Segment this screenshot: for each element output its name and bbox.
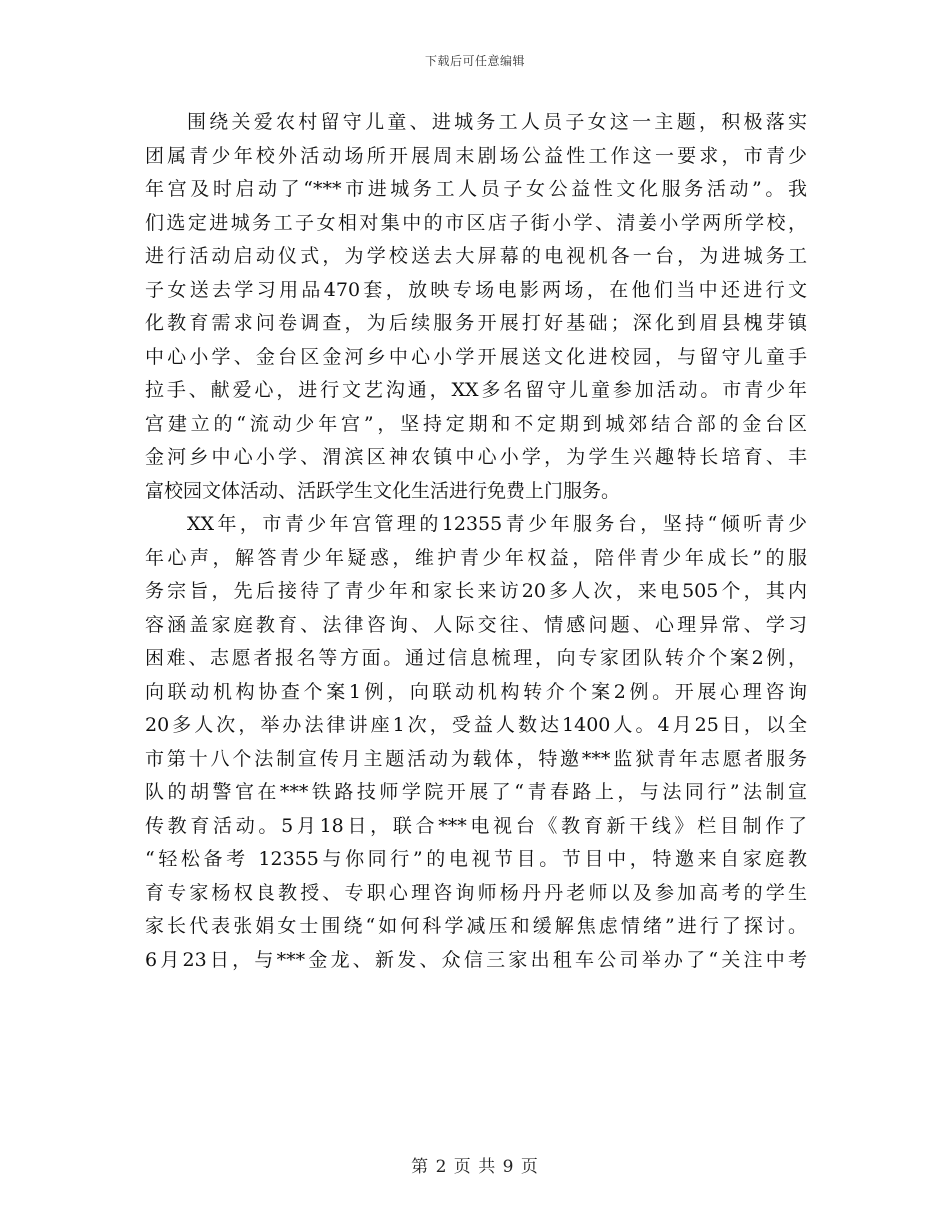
paragraph-1-line-12: 富校园文体活动、活跃学生文化生活进行免费上门服务。 — [145, 479, 621, 502]
paragraph-2-line-10: 传教育活动。5月18日，联合***电视台《教育新干线》栏目制作了 — [145, 814, 807, 837]
paragraph-2-line-8: 市第十八个法制宣传月主题活动为载体，特邀***监狱青年志愿者服务 — [145, 747, 807, 770]
paragraph-2-line-3: 务宗旨，先后接待了青少年和家长来访20多人次，来电505个，其内 — [145, 580, 807, 602]
paragraph-1-line-7: 化教育需求问卷调查，为后续服务开展打好基础；深化到眉县槐芽镇 — [145, 312, 807, 334]
paragraph-1-line-8: 中心小学、金台区金河乡中心小学开展送文化进校园，与留守儿童手 — [145, 345, 807, 368]
paragraph-2-line-12: 育专家杨权良教授、专职心理咨询师杨丹丹老师以及参加高考的学生 — [145, 881, 807, 904]
paragraph-1-line-9: 拉手、献爱心，进行文艺沟通，XX多名留守儿童参加活动。市青少年 — [145, 379, 807, 401]
paragraph-1-line-4: 们选定进城务工子女相对集中的市区店子街小学、清姜小学两所学校， — [145, 211, 807, 234]
paragraph-2-line-11: “轻松备考 12355与你同行”的电视节目。节目中，特邀来自家庭教 — [145, 848, 807, 870]
paragraph-1-line-11: 金河乡中心小学、渭滨区神农镇中心小学，为学生兴趣特长培育、丰 — [145, 446, 807, 468]
paragraph-1-line-5: 进行活动启动仪式，为学校送去大屏幕的电视机各一台，为进城务工 — [145, 245, 807, 267]
document-body — [145, 106, 807, 977]
page-header-note: 下载后可任意编辑 — [424, 54, 525, 68]
paragraph-2-line-14: 6月23日，与***金龙、新发、众信三家出租车公司举办了“关注中考 — [145, 948, 807, 971]
paragraph-2-line-7: 20多人次，举办法律讲座1次，受益人数达1400人。4月25日，以全 — [145, 714, 807, 736]
paragraph-2-line-6: 向联动机构协查个案1例，向联动机构转介个案2例。开展心理咨询 — [145, 680, 807, 703]
paragraph-2-line-2: 年心声，解答青少年疑惑，维护青少年权益，陪伴青少年成长”的服 — [145, 546, 807, 569]
paragraph-1-line-2: 团属青少年校外活动场所开展周末剧场公益性工作这一要求，市青少 — [145, 144, 807, 167]
paragraph-2-line-4: 容涵盖家庭教育、法律咨询、人际交往、情感问题、心理异常、学习 — [145, 613, 807, 636]
paragraph-1-line-10: 宫建立的“流动少年宫”，坚持定期和不定期到城郊结合部的金台区 — [145, 412, 807, 435]
paragraph-1-line-3: 年宫及时启动了“***市进城务工人员子女公益性文化服务活动”。我 — [145, 178, 807, 200]
paragraph-1-line-6: 子女送去学习用品470套，放映专场电影两场，在他们当中还进行文 — [145, 278, 807, 301]
paragraph-2-line-13: 家长代表张娟女士围绕“如何科学减压和缓解焦虑情绪”进行了探讨。 — [145, 915, 807, 937]
paragraph-2-line-9: 队的胡警官在***铁路技师学院开展了“青春路上，与法同行”法制宣 — [145, 781, 807, 803]
page-number-footer: 第 2 页 共 9 页 — [411, 1157, 539, 1177]
paragraph-2-line-5: 困难、志愿者报名等方面。通过信息梳理，向专家团队转介个案2例， — [145, 647, 807, 669]
paragraph-1-line-1: 围绕关爱农村留守儿童、进城务工人员子女这一主题，积极落实 — [187, 111, 807, 133]
paragraph-2-line-1: XX年，市青少年宫管理的12355青少年服务台，坚持“倾听青少 — [187, 513, 807, 535]
